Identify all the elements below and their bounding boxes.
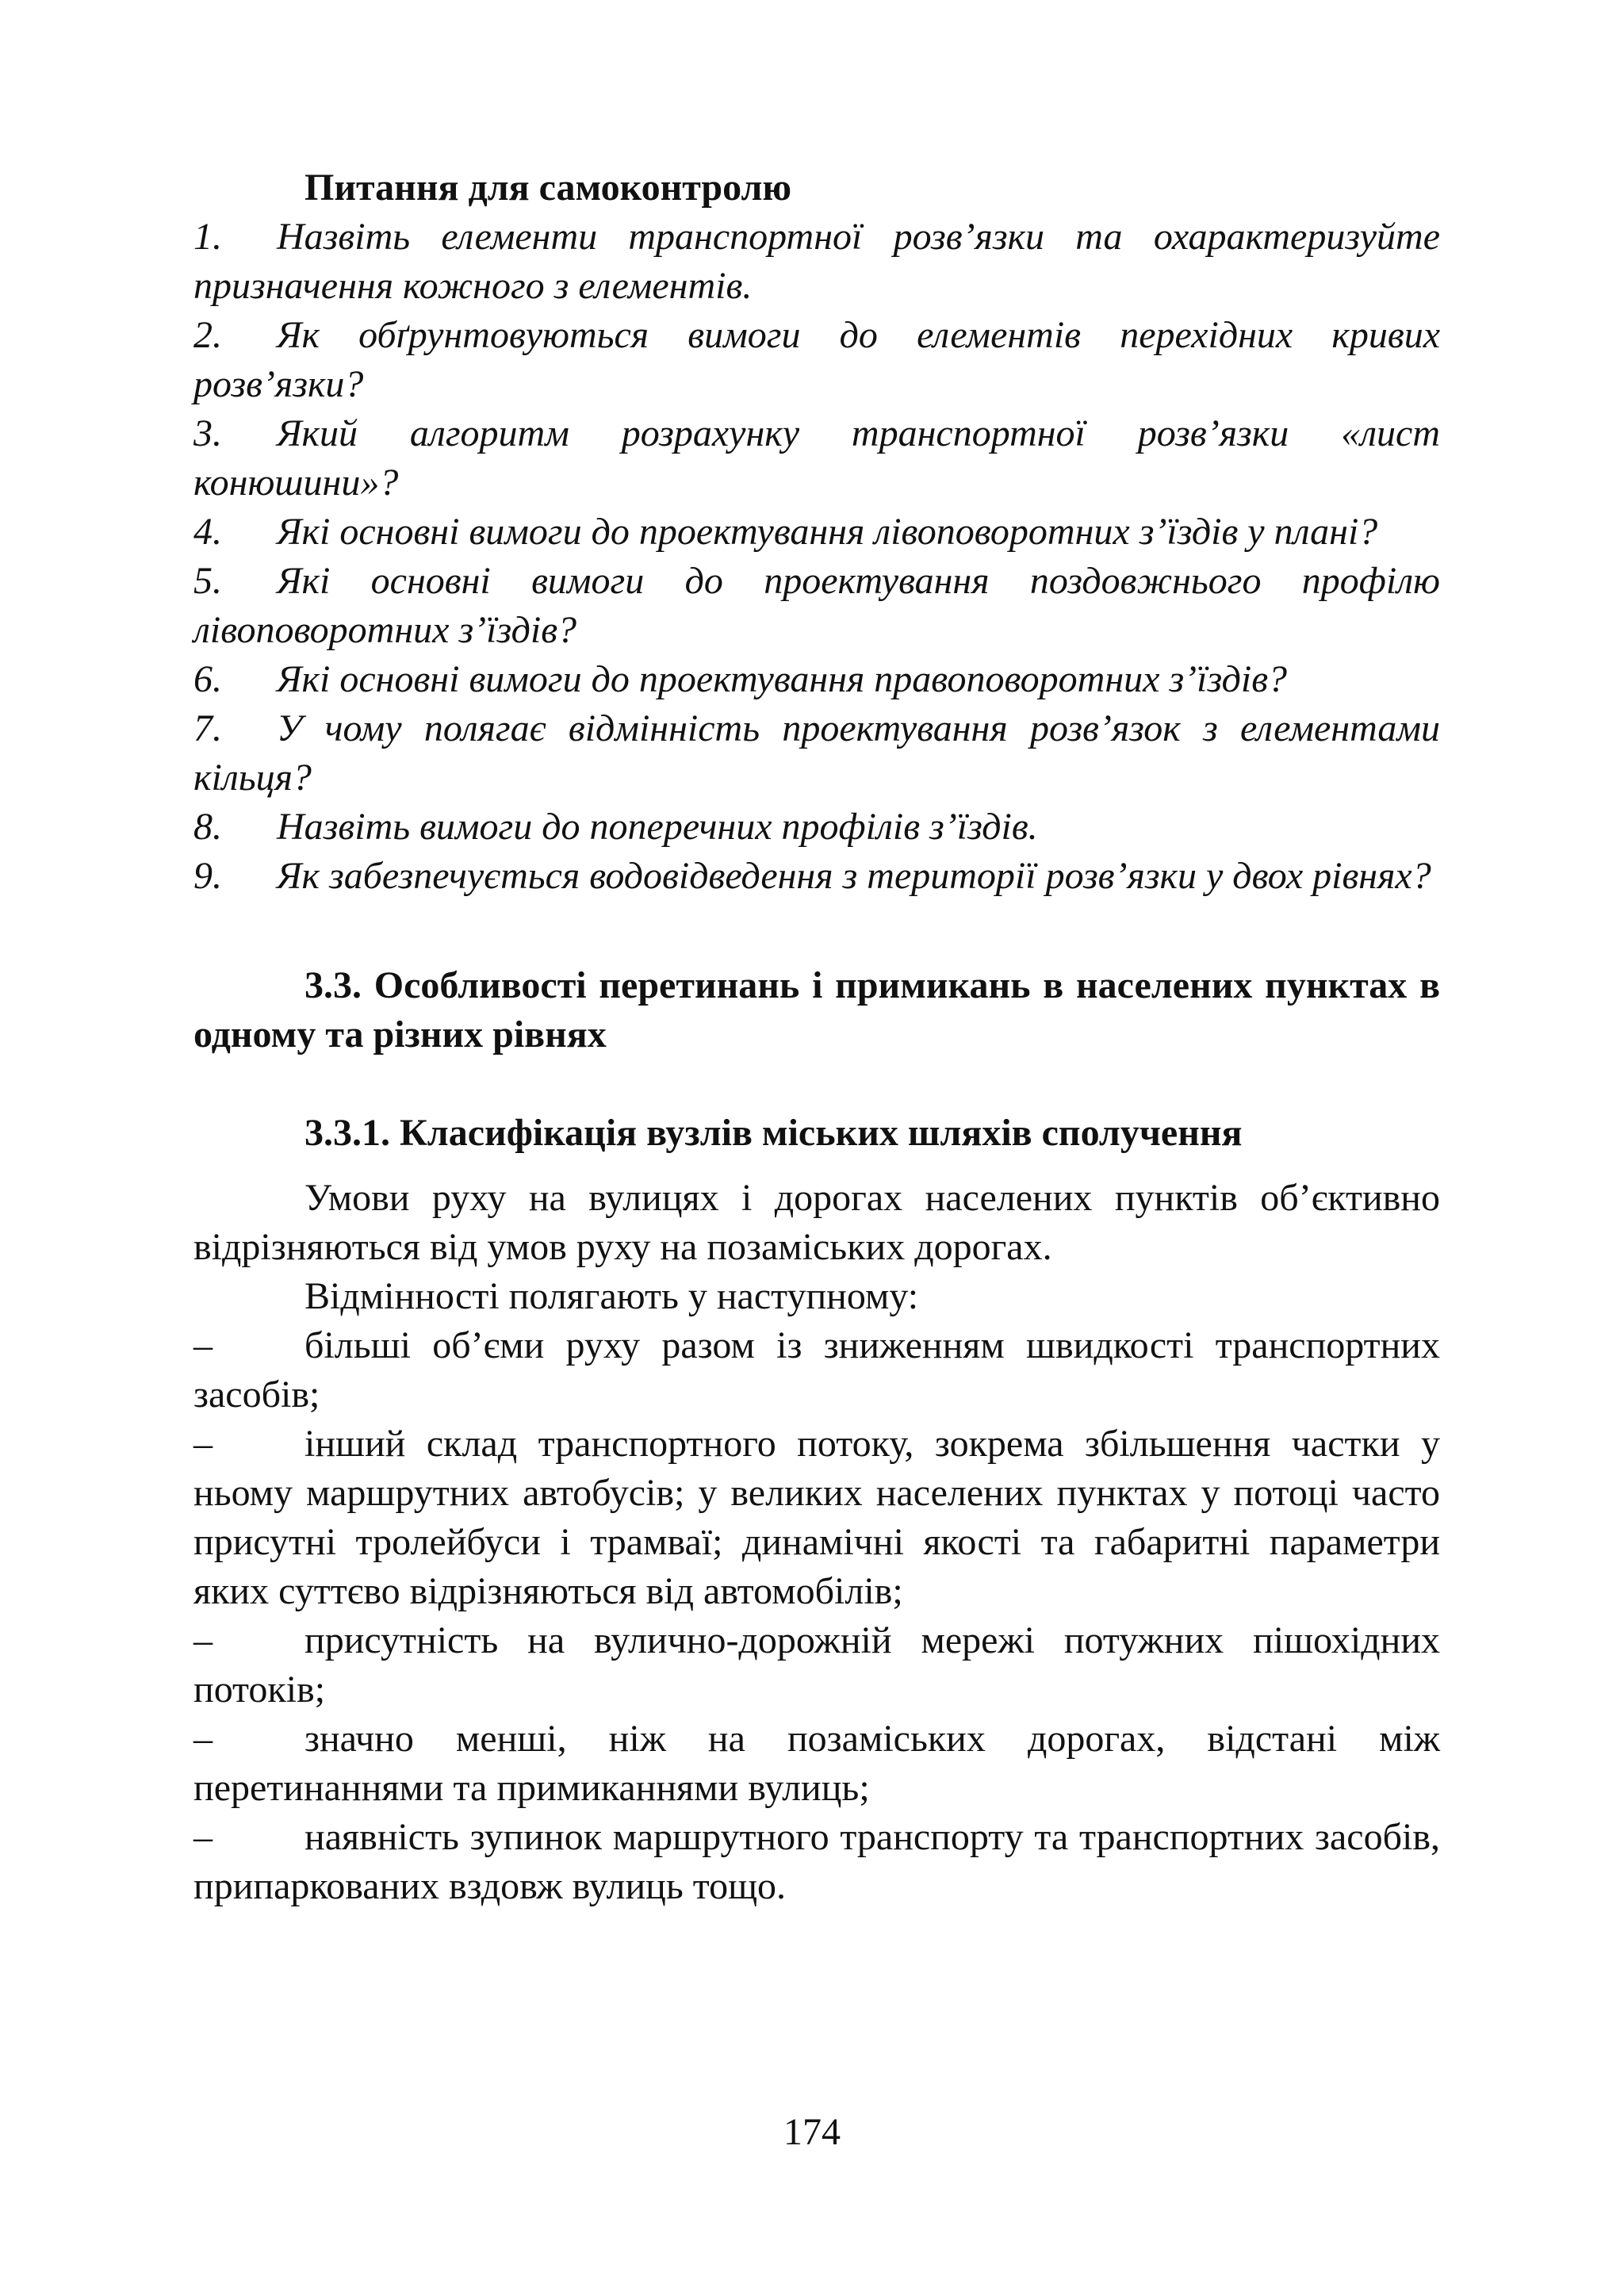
question-text: Назвіть вимоги до поперечних профілів з’їздів. bbox=[277, 806, 1038, 848]
page-content bbox=[193, 163, 1440, 1911]
dash-marker: – bbox=[193, 1718, 213, 1760]
question-item bbox=[193, 409, 1440, 508]
list-item-text: інший склад транспортного потоку, зокрема збільшення частки у ньому маршрутних автобусів; у великих населених пунктах у потоці часто присутні тролейбуси і трамваї; динамічні якості та габаритні параметри яких суттєво відрізняються від автомобілів; bbox=[193, 1423, 1440, 1612]
question-number: 2. bbox=[193, 314, 222, 356]
question-number: 4. bbox=[193, 511, 222, 553]
question-number: 8. bbox=[193, 806, 222, 848]
page-number: 174 bbox=[783, 2111, 841, 2153]
section-title: 3.3. Особливості перетинань і примикань в населених пунктах в одному та різних рівнях bbox=[193, 964, 1440, 1056]
list-item-text: значно менші, ніж на позаміських дорогах, відстані між перетинаннями та примиканнями вулиць; bbox=[193, 1718, 1440, 1809]
question-item bbox=[193, 311, 1440, 409]
list-item bbox=[193, 1715, 1440, 1813]
dash-marker: – bbox=[193, 1324, 213, 1366]
question-text: У чому полягає відмінність проектування розв’язок з елементами кільця? bbox=[193, 707, 1440, 799]
question-item bbox=[193, 704, 1440, 803]
questions-heading: Питання для самоконтролю bbox=[304, 167, 792, 209]
question-item bbox=[193, 803, 1440, 852]
question-text: Назвіть елементи транспортної розв’язки та охарактеризуйте призначення кожного з елементів. bbox=[193, 216, 1440, 307]
question-text: Які основні вимоги до проектування лівоповоротних з’їздів у плані? bbox=[277, 511, 1378, 553]
question-item bbox=[193, 508, 1440, 557]
question-item bbox=[193, 557, 1440, 655]
list-item bbox=[193, 1813, 1440, 1911]
list-item bbox=[193, 1321, 1440, 1420]
question-item bbox=[193, 852, 1440, 901]
question-number: 7. bbox=[193, 707, 222, 749]
question-text: Які основні вимоги до проектування правоповоротних з’їздів? bbox=[277, 658, 1288, 700]
dash-marker: – bbox=[193, 1619, 213, 1661]
list-item bbox=[193, 1616, 1440, 1715]
body-paragraph: Відмінності полягають у наступному: bbox=[304, 1275, 919, 1317]
differences-list bbox=[193, 1321, 1440, 1911]
list-item bbox=[193, 1420, 1440, 1616]
question-number: 1. bbox=[193, 216, 222, 258]
question-text: Який алгоритм розрахунку транспортної розв’язки «лист конюшини»? bbox=[193, 412, 1440, 504]
question-number: 3. bbox=[193, 412, 222, 454]
question-number: 6. bbox=[193, 658, 222, 700]
subsection-title: 3.3.1. Класифікація вузлів міських шляхів сполучення bbox=[304, 1112, 1243, 1154]
list-item-text: більші об’єми руху разом із зниженням швидкості транспортних засобів; bbox=[193, 1324, 1440, 1416]
list-item-text: наявність зупинок маршрутного транспорту та транспортних засобів, припаркованих вздовж вулиць тощо. bbox=[193, 1816, 1440, 1907]
question-number: 5. bbox=[193, 560, 222, 602]
list-item-text: присутність на вулично-дорожній мережі потужних пішохідних потоків; bbox=[193, 1619, 1440, 1711]
questions-list bbox=[193, 213, 1440, 901]
question-item bbox=[193, 213, 1440, 311]
dash-marker: – bbox=[193, 1423, 213, 1465]
question-number: 9. bbox=[193, 855, 222, 897]
question-item bbox=[193, 655, 1440, 704]
question-text: Які основні вимоги до проектування поздовжнього профілю лівоповоротних з’їздів? bbox=[193, 560, 1440, 651]
body-paragraph: Умови руху на вулицях і дорогах населених пунктів об’єктивно відрізняються від умов руху на позаміських дорогах. bbox=[193, 1177, 1440, 1268]
question-text: Як обґрунтовуються вимоги до елементів перехідних кривих розв’язки? bbox=[193, 314, 1440, 405]
question-text: Як забезпечується водовідведення з території розв’язки у двох рівнях? bbox=[277, 855, 1431, 897]
dash-marker: – bbox=[193, 1816, 213, 1858]
